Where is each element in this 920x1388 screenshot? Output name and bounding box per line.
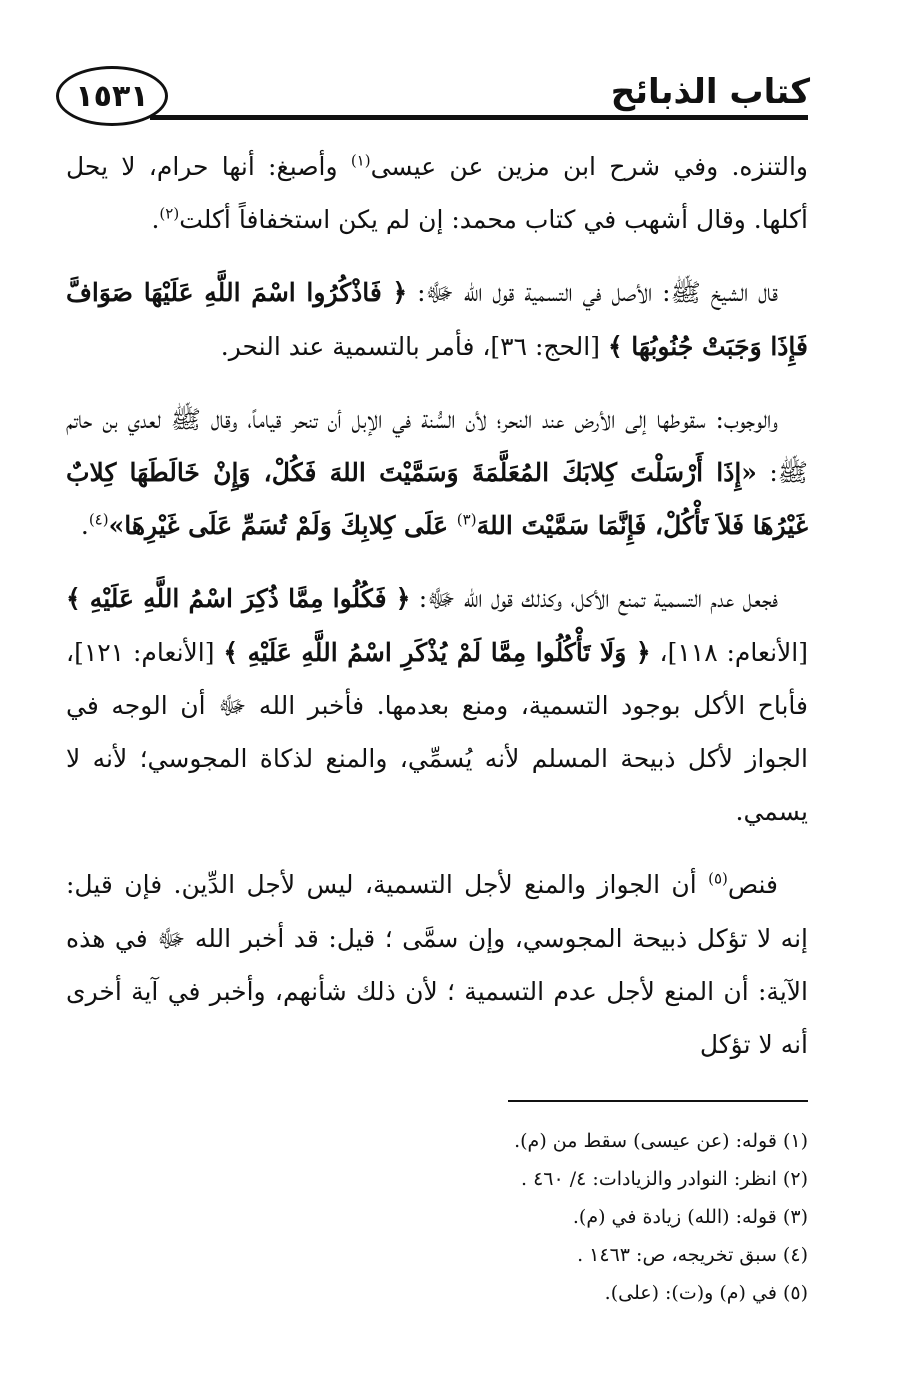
paragraph-text: . — [80, 511, 89, 541]
footnotes — [288, 1122, 808, 1312]
footnote-2: (٢) انظر: النوادر والزيادات: ٤/ ٤٦٠ . — [520, 1168, 808, 1190]
paragraph-2 — [66, 266, 808, 372]
footnote-5: (٥) في (م) و(ت): (على). — [604, 1282, 808, 1304]
page-number: ١٥٣١ — [75, 78, 149, 114]
paragraph-3 — [66, 393, 808, 553]
footnote-marker-3: (٣) — [456, 510, 477, 529]
paragraph-text: [الأنعام: ١٢١]، فأباح الأكل بوجود التسمية، ومنع بعدمها. فأخبر الله ﷻ أن الوجه في الجواز لأكل ذبيحة المسلم لأنه يُسمِّي، والمنع لذكاة المجوسي؛ لأنه لا يسمي. — [66, 637, 808, 827]
header-rule — [150, 115, 808, 120]
paragraph-text: فجعل عدم التسمية تمنع الأكل، وكذلك قول الله ﷻ: — [410, 584, 778, 614]
hadith-quote: عَلَى كِلابِكَ وَلَمْ تُسَمِّ عَلَى غَيْرِهَا» — [108, 511, 457, 541]
footnote-marker-5: (٥) — [708, 870, 728, 889]
paragraph-text: فنص — [727, 870, 778, 900]
footnote-marker-4: (٤) — [88, 510, 109, 529]
footnote-separator — [508, 1100, 808, 1102]
paragraph-5 — [66, 858, 808, 1071]
hadith-quote: «إِذَا أَرْسَلْتَ كِلابَكَ المُعَلَّمَةَ وَسَمَّيْتَ اللهَ فَكُلْ، وَإِنْ خَالَطَهَا كِلابٌ غَيْرُهَا فَلاَ تَأْكُلْ، فَإِنَّمَا سَمَّيْتَ اللهَ — [66, 458, 808, 541]
verse-citation: [الأنعام: ١١٨]، — [650, 637, 809, 667]
paragraph-text: . — [151, 205, 160, 235]
main-text — [66, 140, 808, 1071]
paragraph-text: وأصبغ: أنها حرام، لا يحل أكلها. وقال أشهب في كتاب محمد: إن لم يكن استخفافاً أكلت — [66, 152, 808, 235]
quran-verse: ﴿ وَلَا تَأْكُلُوا مِمَّا لَمْ يُذْكَرِ اسْمُ اللَّهِ عَلَيْهِ ﴾ — [223, 637, 651, 667]
paragraph-text: والتنزه. وفي شرح ابن مزين عن عيسى — [370, 152, 809, 181]
paragraph-text: أن الجواز والمنع لأجل التسمية، ليس لأجل الدِّين. فإن قيل: إنه لا تؤكل ذبيحة المجوسي، وإن سمَّى ؛ قيل: قد أخبر الله ﷻ في هذه الآية: أن المنع لأجل عدم التسمية ؛ لأن ذلك شأنهم، وأخبر في آية أخرى أنه لا تؤكل — [66, 870, 808, 1060]
paragraph-1 — [66, 140, 808, 246]
paragraph-4 — [66, 572, 808, 838]
quran-verse: ﴿ فَاذْكُرُوا اسْمَ اللَّهِ عَلَيْهَا صَوَافَّ فَإِذَا وَجَبَتْ جُنُوبُهَا ﴾ — [66, 278, 808, 361]
paragraph-text: والوجوب: سقوطها إلى الأرض عند النحر؛ لأن السُّنة في الإبل أن تنحر قياماً، وقال ﷺ لعدي بن حاتم ﷺ: — [66, 404, 808, 488]
footnote-1: (١) قوله: (عن عيسى) سقط من (م). — [514, 1130, 808, 1152]
footnote-marker-2: (٢) — [159, 204, 180, 223]
chapter-title: كتاب الذبائح — [610, 72, 810, 112]
paragraph-text: قال الشيخ ﷺ: الأصل في التسمية قول الله ﷻ: — [407, 278, 778, 308]
footnote-3: (٣) قوله: (الله) زيادة في (م). — [572, 1206, 808, 1228]
verse-citation: [الحج: ٣٦]، فأمر بالتسمية عند النحر. — [220, 331, 608, 361]
footnote-marker-1: (١) — [350, 151, 371, 170]
footnote-4: (٤) سبق تخريجه، ص: ١٤٦٣ . — [577, 1244, 808, 1266]
quran-verse: ﴿ فَكُلُوا مِمَّا ذُكِرَ اسْمُ اللَّهِ عَلَيْهِ ﴾ — [66, 584, 411, 614]
